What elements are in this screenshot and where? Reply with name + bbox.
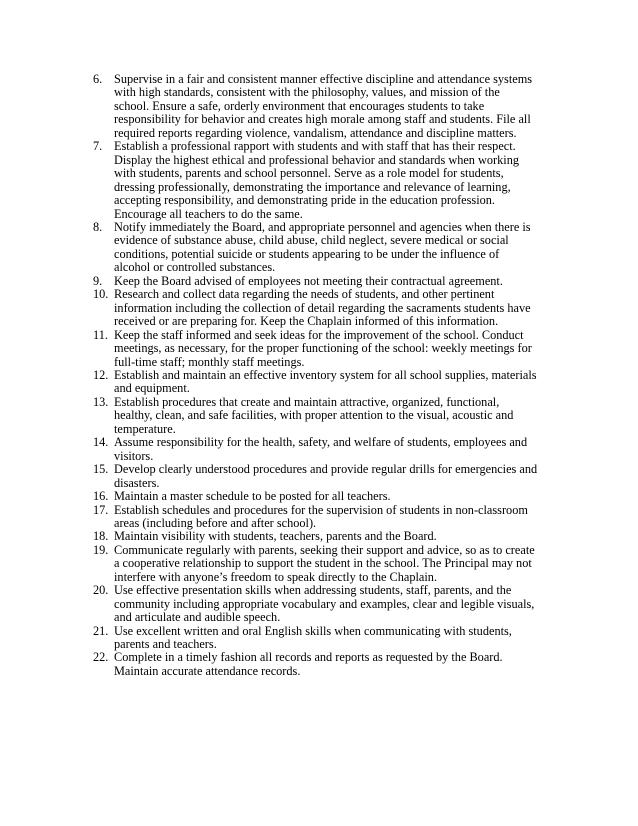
item-number: 22. [93, 650, 109, 665]
list-item [93, 625, 548, 652]
item-text: Keep the staff informed and seek ideas for the improvement of the school. Conduct meetings, as necessary, for the proper functioning of the school: weekly meetings for full-time staff; monthly staff meetings. [114, 327, 532, 369]
item-text: Use effective presentation skills when addressing students, staff, parents, and the community including appropriate vocabulary and examples, clear and legible visuals, and articulate and audible speech. [114, 583, 535, 625]
item-text: Communicate regularly with parents, seeking their support and advice, so as to create a cooperative relationship to support the student in the school. The Principal may not interfere with anyone’s freedom to speak directly to the Chaplain. [114, 542, 535, 584]
item-text: Establish a professional rapport with students and with staff that has their respect. Display the highest ethical and professional behavior and standards when working with students, parents and school personnel. Serve as a role model for students, dressing professionally, demonstrating the importance and relevance of learning, accepting responsibility, and demonstrating pride in the education profession. Encourage all teachers to do the same. [114, 139, 520, 221]
item-number: 21. [93, 623, 109, 638]
item-number: 10. [93, 287, 109, 302]
list-item [93, 490, 548, 503]
item-text: Research and collect data regarding the needs of students, and other pertinent information including the collection of detail regarding the sacraments students have received or are preparing for. Keep the Chaplain informed of this information. [114, 287, 531, 329]
item-text: Establish and maintain an effective inventory system for all school supplies, materials and equipment. [114, 367, 537, 396]
item-number: 14. [93, 435, 109, 450]
item-number: 16. [93, 489, 109, 504]
list-item [93, 140, 548, 221]
item-text: Maintain visibility with students, teachers, parents and the Board. [114, 529, 437, 544]
item-text: Keep the Board advised of employees not meeting their contractual agreement. [114, 273, 503, 288]
item-number: 12. [93, 367, 109, 382]
item-text: Develop clearly understood procedures and provide regular drills for emergencies and disasters. [114, 462, 538, 490]
item-text: Assume responsibility for the health, safety, and welfare of students, employees and visitors. [114, 435, 528, 463]
list-item [93, 369, 548, 396]
list-item [93, 329, 548, 369]
list-item [93, 463, 548, 490]
list-item [93, 436, 548, 463]
list-item [93, 651, 548, 678]
item-number: 13. [93, 394, 109, 409]
list-item [93, 288, 548, 328]
list-item [93, 73, 548, 140]
duties-list [93, 73, 548, 678]
list-item [93, 584, 548, 624]
list-item [93, 221, 548, 275]
list-item [93, 544, 548, 584]
item-number: 9. [93, 273, 103, 288]
item-text: Establish schedules and procedures for the supervision of students in non-classroom areas (including before and after school). [114, 502, 528, 530]
item-number: 6. [93, 72, 103, 86]
item-text: Notify immediately the Board, and appropriate personnel and agencies when there is evidence of substance abuse, child abuse, child neglect, severe medical or social conditions, potential suicide or students appearing to be under the influence of alcohol or controlled substances. [114, 219, 531, 275]
item-number: 11. [93, 327, 108, 342]
item-text: Establish procedures that create and maintain attractive, organized, functional, healthy, clean, and safe facilities, with proper attention to the visual, acoustic and temperature. [114, 394, 514, 436]
item-text: Maintain a master schedule to be posted for all teachers. [114, 489, 391, 504]
item-number: 19. [93, 542, 109, 557]
list-item [93, 396, 548, 436]
item-text: Complete in a timely fashion all records and reports as requested by the Board. Maintain accurate attendance records. [114, 650, 503, 678]
list-item [93, 504, 548, 531]
item-number: 18. [93, 529, 109, 544]
item-number: 20. [93, 583, 109, 598]
item-text: Supervise in a fair and consistent manner effective discipline and attendance systems with high standards, consistent with the philosophy, values, and mission of the school. Ensure a safe, orderly environment that encourages students to take responsibility for behavior and creates high morale among staff and students. File all required reports regarding violence, vandalism, attendance and discipline matters. [114, 72, 533, 140]
item-number: 15. [93, 462, 109, 477]
item-number: 17. [93, 502, 109, 517]
list-item [93, 530, 548, 543]
item-number: 7. [93, 139, 103, 154]
item-text: Use excellent written and oral English skills when communicating with students, parents and teachers. [114, 623, 512, 652]
item-number: 8. [93, 219, 103, 234]
list-item [93, 275, 548, 288]
